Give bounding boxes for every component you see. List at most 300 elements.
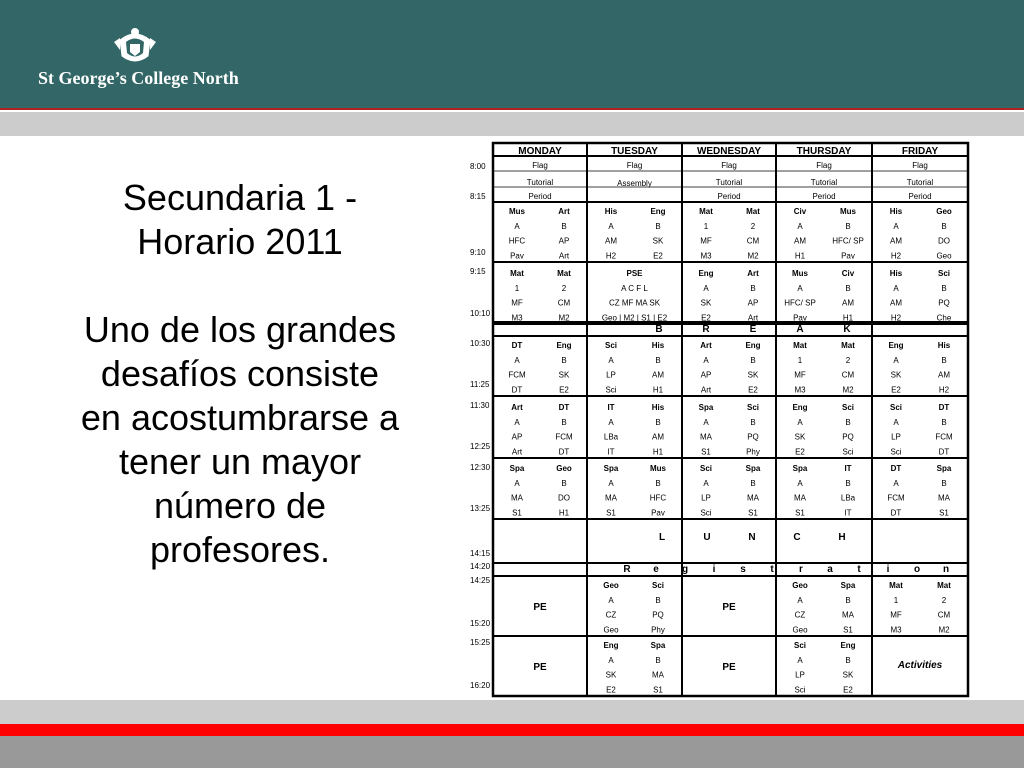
timetable-cell: FCM	[935, 432, 953, 442]
timetable-cell: Geo	[792, 581, 808, 590]
timetable-cell: Geo	[936, 207, 952, 216]
timetable-cell: His	[889, 269, 903, 278]
timetable-cell: 1	[514, 283, 520, 293]
timetable-cell: M2	[558, 313, 570, 323]
pe-label: PE	[533, 662, 547, 673]
timetable-cell: AP	[747, 298, 759, 308]
timetable-cell: Geo	[556, 464, 572, 473]
timetable-cell: CZ MF MA SK	[608, 298, 661, 308]
timetable-cell: M3	[794, 385, 806, 395]
timetable-cell: B	[655, 417, 661, 427]
timetable-cell: MA	[842, 610, 854, 620]
flag-text: Flag	[816, 161, 832, 170]
timetable-cell: Geo	[603, 581, 619, 590]
time-label: 14:25	[470, 576, 491, 585]
timetable-cell: E2	[748, 385, 758, 395]
timetable-cell: E2	[559, 385, 569, 395]
timetable-cell: Geo	[792, 625, 808, 635]
timetable-cell: S1	[512, 508, 522, 518]
timetable-cell: A	[797, 595, 803, 605]
timetable-cell: MF	[794, 370, 806, 380]
timetable-cell: Art	[747, 313, 759, 323]
registration-letter: i	[712, 564, 716, 575]
timetable-cell: SK	[605, 670, 617, 680]
timetable-cell: SK	[747, 370, 759, 380]
timetable-cell: MA	[652, 670, 664, 680]
break-letter: R	[702, 324, 710, 335]
timetable-cell: Mat	[889, 581, 903, 590]
timetable-cell: Pav	[510, 251, 524, 261]
day-header: MONDAY	[518, 146, 562, 157]
timetable-cell: Mus	[509, 207, 525, 216]
timetable-cell: A	[514, 417, 520, 427]
timetable-cell: FCM	[887, 493, 905, 503]
timetable-cell: Mat	[841, 341, 855, 350]
timetable-cell: A	[608, 417, 614, 427]
timetable-cell: B	[750, 283, 756, 293]
timetable-cell: AM	[794, 236, 806, 246]
timetable-cell: Spa	[509, 464, 525, 473]
time-label: 12:25	[470, 442, 491, 451]
timetable-cell: CZ	[605, 610, 617, 620]
assembly-text: Assembly	[617, 179, 652, 188]
timetable-cell: A	[703, 355, 709, 365]
timetable-cell: Spa	[603, 464, 619, 473]
timetable-cell: B	[941, 417, 947, 427]
time-label: 14:15	[470, 549, 491, 558]
timetable-cell: B	[655, 655, 661, 665]
timetable-cell: Mat	[699, 207, 713, 216]
timetable-cell: A	[514, 478, 520, 488]
timetable-cell: CM	[557, 298, 571, 308]
timetable-cell: Sci	[937, 269, 951, 278]
timetable-cell: His	[889, 207, 903, 216]
time-label: 11:30	[470, 401, 490, 410]
timetable-cell: Art	[511, 403, 523, 412]
header-bar	[0, 0, 1024, 110]
timetable-cell: SK	[558, 370, 570, 380]
timetable-cell: Pav	[651, 508, 665, 518]
timetable-cell: DT	[890, 464, 902, 473]
timetable-cell: MF	[700, 236, 712, 246]
registration-letter: n	[942, 564, 950, 575]
timetable-cell: AM	[938, 370, 950, 380]
timetable-cell: S1	[701, 447, 711, 457]
timetable-cell: CM	[746, 236, 760, 246]
registration-letter: R	[623, 564, 631, 575]
timetable-cell: Sci	[699, 464, 713, 473]
time-label: 14:20	[470, 562, 491, 571]
timetable-cell: SK	[890, 370, 902, 380]
timetable-cell: Spa	[936, 464, 952, 473]
lunch-letter: H	[838, 532, 846, 543]
timetable-cell: His	[651, 403, 665, 412]
timetable-cell: E2	[653, 251, 663, 261]
timetable-cell: Pav	[793, 313, 807, 323]
timetable-cell: IT	[607, 447, 615, 457]
registration-letter: g	[681, 564, 689, 575]
body-line-5: número de	[153, 485, 327, 526]
timetable-cell: 2	[750, 221, 756, 231]
body-line-1: Uno de los grandes	[83, 309, 397, 350]
timetable-cell: SK	[652, 236, 664, 246]
time-label: 9:10	[470, 248, 486, 257]
timetable-cell: Sci	[605, 385, 617, 395]
timetable-cell: E2	[606, 685, 616, 695]
body-line-6: profesores.	[149, 529, 331, 570]
timetable-cell: PSE	[626, 269, 643, 278]
timetable-cell: CM	[937, 610, 951, 620]
timetable-cell: A	[797, 283, 803, 293]
timetable-cell: FCM	[555, 432, 573, 442]
timetable-cell: SK	[794, 432, 806, 442]
timetable-cell: H2	[890, 251, 902, 261]
body-line-4: tener un mayor	[118, 441, 362, 482]
timetable-cell: H2	[605, 251, 617, 261]
timetable-cell: LP	[795, 670, 805, 680]
timetable-cell: SK	[842, 670, 854, 680]
period-text: Period	[528, 192, 552, 201]
timetable-cell: Mat	[937, 581, 951, 590]
tutorial-text: Tutorial	[715, 178, 743, 187]
timetable-cell: A	[893, 283, 899, 293]
timetable-cell: AM	[605, 236, 617, 246]
time-label: 10:10	[470, 309, 491, 318]
timetable-cell: His	[604, 207, 618, 216]
timetable-cell: A	[797, 478, 803, 488]
timetable-cell: Eng	[650, 207, 666, 216]
timetable-cell: Sci	[890, 447, 902, 457]
timetable-cell: A	[893, 221, 899, 231]
timetable-cell: SK	[700, 298, 712, 308]
timetable-cell: Spa	[698, 403, 714, 412]
timetable-cell: B	[750, 417, 756, 427]
timetable-cell: 1	[703, 221, 709, 231]
timetable-cell: S1	[939, 508, 949, 518]
timetable-cell: PQ	[938, 298, 950, 308]
body-line-3: en acostumbrarse a	[80, 397, 400, 438]
timetable-cell: A	[608, 595, 614, 605]
registration-letter: i	[886, 564, 890, 575]
timetable-cell: IT	[607, 403, 615, 412]
timetable-cell: H1	[652, 385, 664, 395]
timetable-cell: E2	[795, 447, 805, 457]
timetable-cell: Geo	[936, 251, 952, 261]
timetable-cell: B	[655, 221, 661, 231]
timetable-cell: B	[845, 417, 851, 427]
timetable-grid	[452, 136, 984, 700]
timetable-cell: PQ	[747, 432, 759, 442]
registration-letter: o	[913, 564, 921, 575]
timetable-cell: AM	[890, 298, 902, 308]
timetable-cell: DT	[511, 341, 523, 350]
timetable-cell: A	[608, 478, 614, 488]
timetable-cell: E2	[843, 685, 853, 695]
time-label: 12:30	[470, 463, 491, 472]
tutorial-text: Tutorial	[526, 178, 554, 187]
timetable-cell: Geo | M2 | S1 | E2	[601, 313, 668, 323]
timetable-cell: Sci	[700, 508, 712, 518]
timetable-cell: PQ	[652, 610, 664, 620]
timetable-cell: Sci	[889, 403, 903, 412]
timetable-cell: B	[845, 478, 851, 488]
timetable-cell: H1	[652, 447, 664, 457]
pe-label: PE	[533, 602, 547, 613]
timetable-cell: A	[893, 355, 899, 365]
timetable-cell: B	[845, 283, 851, 293]
timetable-cell: Sci	[746, 403, 760, 412]
timetable-cell: Art	[700, 385, 712, 395]
timetable-cell: Phy	[651, 625, 665, 635]
timetable-cell: LP	[891, 432, 901, 442]
timetable-cell: B	[561, 355, 567, 365]
timetable-cell: S1	[795, 508, 805, 518]
college-crest-icon	[112, 26, 158, 68]
timetable-cell: Sci	[793, 641, 807, 650]
timetable-cell: Sci	[651, 581, 665, 590]
timetable-cell: 2	[845, 355, 851, 365]
timetable-cell: A	[703, 417, 709, 427]
timetable-cell: S1	[653, 685, 663, 695]
timetable-cell: B	[561, 478, 567, 488]
timetable-cell: Mat	[510, 269, 524, 278]
pe-label: PE	[722, 662, 736, 673]
timetable-cell: H1	[842, 313, 854, 323]
timetable-cell: PQ	[842, 432, 854, 442]
timetable-cell: Sci	[604, 341, 618, 350]
timetable-cell: 1	[797, 355, 803, 365]
timetable-cell: E2	[701, 313, 711, 323]
timetable-cell: A	[608, 655, 614, 665]
timetable-cell: Sci	[841, 403, 855, 412]
timetable-cell: Mus	[650, 464, 666, 473]
timetable-cell: Spa	[745, 464, 761, 473]
timetable-cell: B	[845, 221, 851, 231]
activities-label: Activities	[897, 660, 943, 671]
time-label: 16:20	[470, 681, 491, 690]
timetable-cell: His	[651, 341, 665, 350]
pe-label: PE	[722, 602, 736, 613]
timetable-cell: B	[750, 355, 756, 365]
college-name: St George’s College North	[38, 68, 239, 88]
timetable-cell: His	[937, 341, 951, 350]
timetable-cell: B	[561, 221, 567, 231]
lunch-letter: U	[703, 532, 711, 543]
day-header: THURSDAY	[796, 146, 852, 157]
bottom-gray-band	[0, 700, 1024, 724]
timetable-cell: B	[655, 478, 661, 488]
timetable-cell: LBa	[840, 493, 856, 503]
timetable-cell: DO	[938, 236, 950, 246]
timetable-cell: B	[655, 355, 661, 365]
timetable-cell: Eng	[792, 403, 808, 412]
registration-letter: a	[827, 564, 833, 575]
timetable-cell: A	[514, 221, 520, 231]
timetable-cell: CM	[841, 370, 855, 380]
time-label: 15:25	[470, 638, 491, 647]
timetable-cell: Eng	[698, 269, 714, 278]
timetable-cell: A	[893, 417, 899, 427]
timetable-cell: A C F L	[621, 283, 648, 293]
flag-text: Flag	[626, 161, 643, 170]
timetable-cell: DT	[558, 447, 570, 457]
timetable-cell: E2	[891, 385, 901, 395]
timetable-cell: MA	[938, 493, 950, 503]
timetable-cell: HFC	[508, 236, 526, 246]
timetable-cell: Mat	[793, 341, 807, 350]
registration-letter: r	[799, 564, 803, 575]
timetable-cell: A	[893, 478, 899, 488]
lunch-letter: N	[748, 532, 756, 543]
timetable-cell: DT	[890, 508, 902, 518]
timetable-cell: B	[845, 595, 851, 605]
timetable-cell: Eng	[745, 341, 761, 350]
timetable-cell: MA	[605, 493, 617, 503]
registration-letter: t	[770, 564, 774, 575]
timetable-cell: H2	[938, 385, 950, 395]
timetable-cell: HFC	[649, 493, 667, 503]
timetable-cell: Art	[700, 341, 712, 350]
slide-title-line-2: Horario 2011	[137, 221, 343, 262]
timetable-cell: Mus	[792, 269, 808, 278]
period-text: Period	[812, 192, 836, 201]
timetable-cell: Art	[747, 269, 759, 278]
timetable-cell: MA	[511, 493, 523, 503]
timetable-cell: Mat	[746, 207, 760, 216]
timetable-cell: B	[845, 655, 851, 665]
timetable-cell: Civ	[841, 269, 855, 278]
lunch-letter: C	[793, 532, 801, 543]
timetable-cell: Art	[511, 447, 523, 457]
slide-text	[30, 176, 450, 572]
timetable-cell: Che	[936, 313, 952, 323]
timetable-cell: AM	[842, 298, 854, 308]
timetable-cell: B	[750, 478, 756, 488]
timetable	[452, 136, 984, 700]
timetable-cell: AM	[652, 432, 664, 442]
timetable-cell: B	[941, 478, 947, 488]
flag-text: Flag	[912, 161, 928, 170]
timetable-cell: Eng	[888, 341, 904, 350]
timetable-cell: Eng	[840, 641, 856, 650]
timetable-cell: Civ	[793, 207, 807, 216]
timetable-cell: A	[514, 355, 520, 365]
break-letter: B	[655, 324, 663, 335]
timetable-cell: AP	[511, 432, 523, 442]
timetable-cell: M2	[747, 251, 759, 261]
timetable-cell: IT	[844, 508, 852, 518]
flag-text: Flag	[721, 161, 737, 170]
timetable-cell: AM	[652, 370, 664, 380]
timetable-cell: Art	[558, 251, 570, 261]
timetable-cell: DO	[558, 493, 570, 503]
timetable-cell: Spa	[840, 581, 856, 590]
time-label: 15:20	[470, 619, 491, 628]
time-label: 10:30	[470, 339, 491, 348]
timetable-cell: B	[655, 595, 661, 605]
period-text: Period	[908, 192, 932, 201]
timetable-cell: 2	[561, 283, 567, 293]
timetable-cell: MF	[890, 610, 902, 620]
tutorial-text: Tutorial	[906, 178, 934, 187]
timetable-cell: 2	[941, 595, 947, 605]
bottom-red-band	[0, 724, 1024, 736]
time-label: 13:25	[470, 504, 491, 513]
timetable-cell: AP	[700, 370, 712, 380]
timetable-cell: S1	[748, 508, 758, 518]
timetable-cell: HFC/ SP	[832, 236, 864, 246]
time-label: 8:15	[470, 192, 486, 201]
time-label: 8:00	[470, 162, 486, 171]
timetable-cell: AM	[890, 236, 902, 246]
timetable-cell: Spa	[792, 464, 808, 473]
timetable-cell: DT	[938, 447, 950, 457]
timetable-cell: MA	[747, 493, 759, 503]
timetable-cell: MF	[511, 298, 523, 308]
timetable-cell: MA	[794, 493, 806, 503]
body-line-2: desafíos consiste	[100, 353, 380, 394]
registration-letter: s	[740, 564, 746, 575]
timetable-cell: DT	[558, 403, 570, 412]
day-header: WEDNESDAY	[696, 146, 762, 157]
timetable-cell: A	[608, 221, 614, 231]
timetable-cell: AP	[558, 236, 570, 246]
timetable-cell: M3	[700, 251, 712, 261]
timetable-cell: A	[797, 221, 803, 231]
timetable-cell: DT	[938, 403, 950, 412]
break-letter: K	[843, 324, 851, 335]
timetable-cell: Eng	[556, 341, 572, 350]
timetable-cell: Mat	[557, 269, 571, 278]
day-header: FRIDAY	[901, 146, 939, 157]
timetable-cell: Eng	[603, 641, 619, 650]
registration-letter: e	[653, 564, 659, 575]
timetable-cell: A	[703, 283, 709, 293]
timetable-cell: S1	[843, 625, 853, 635]
timetable-cell: Mus	[840, 207, 856, 216]
timetable-cell: Pav	[841, 251, 855, 261]
timetable-cell: M3	[511, 313, 523, 323]
timetable-cell: B	[941, 283, 947, 293]
timetable-cell: A	[797, 655, 803, 665]
timetable-cell: B	[941, 355, 947, 365]
timetable-cell: Spa	[650, 641, 666, 650]
bottom-dark-band	[0, 736, 1024, 768]
flag-text: Flag	[532, 161, 548, 170]
top-gray-band	[0, 112, 1024, 136]
timetable-cell: B	[561, 417, 567, 427]
timetable-cell: LBa	[603, 432, 619, 442]
timetable-cell: M3	[890, 625, 902, 635]
timetable-cell: Art	[558, 207, 570, 216]
tutorial-text: Tutorial	[810, 178, 838, 187]
registration-letter: t	[857, 564, 861, 575]
timetable-cell: 1	[893, 595, 899, 605]
timetable-cell: DT	[511, 385, 523, 395]
timetable-cell: LP	[606, 370, 616, 380]
timetable-cell: A	[608, 355, 614, 365]
time-label: 11:25	[470, 380, 490, 389]
timetable-cell: FCM	[508, 370, 526, 380]
timetable-cell: LP	[701, 493, 711, 503]
timetable-cell: Phy	[746, 447, 760, 457]
timetable-cell: Sci	[842, 447, 854, 457]
timetable-cell: HFC/ SP	[784, 298, 816, 308]
lunch-letter: L	[658, 532, 666, 543]
timetable-cell: IT	[844, 464, 852, 473]
timetable-cell: CZ	[794, 610, 806, 620]
timetable-cell: M2	[842, 385, 854, 395]
